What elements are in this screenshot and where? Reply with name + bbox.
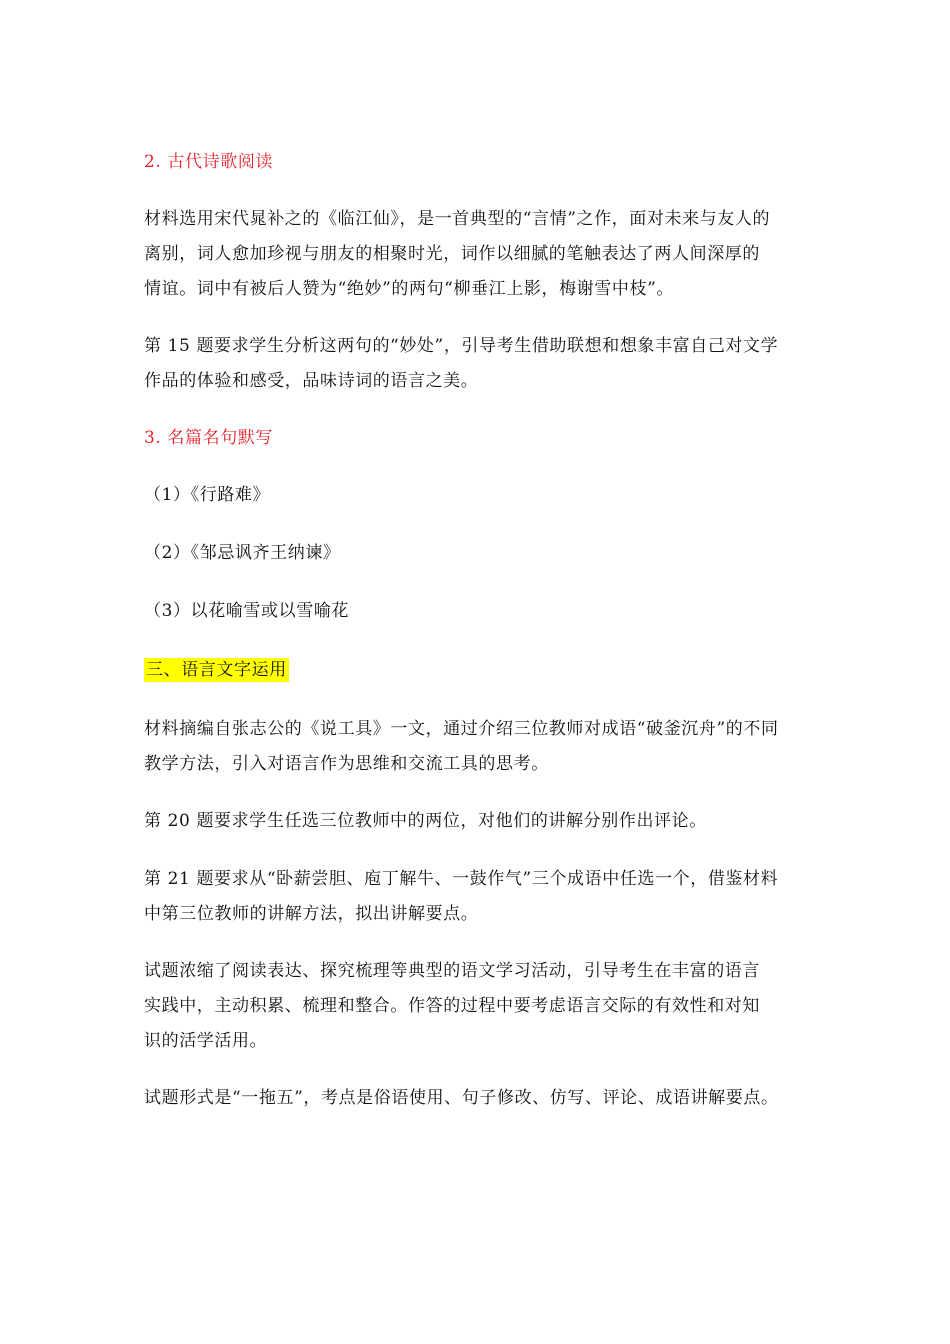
- heading-famous-lines: 3. 名篇名句默写: [144, 428, 274, 448]
- list-item: （3）以花喻雪或以雪喻花: [144, 601, 350, 621]
- paragraph-line: 中第三位教师的讲解方法，拟出讲解要点。: [144, 904, 479, 924]
- paragraph-line: 第 15 题要求学生分析这两句的“妙处”，引导考生借助联想和想象丰富自己对文学: [144, 336, 779, 356]
- list-item: （2）《邹忌讽齐王纳谏》: [144, 543, 341, 563]
- paragraph-line: 识的活学活用。: [144, 1031, 268, 1051]
- heading-language-use-wrapper: [144, 654, 814, 686]
- paragraph-line: 离别，词人愈加珍视与朋友的相聚时光，词作以细腻的笔触表达了两人间深厚的: [144, 244, 760, 264]
- heading-ancient-poetry: 2. 古代诗歌阅读: [144, 152, 274, 172]
- paragraph-line: 作品的体验和感受，品味诗词的语言之美。: [144, 371, 479, 391]
- paragraph-line: 试题浓缩了阅读表达、探究梳理等典型的语文学习活动，引导考生在丰富的语言: [144, 961, 760, 981]
- paragraph-line: 试题形式是“一拖五”，考点是俗语使用、句子修改、仿写、评论、成语讲解要点。: [144, 1088, 779, 1108]
- heading-language-use: 三、语言文字运用: [146, 660, 287, 680]
- paragraph-line: 实践中，主动积累、梳理和整合。作答的过程中要考虑语言交际的有效性和对知: [144, 996, 760, 1016]
- paragraph-line: 情谊。词中有被后人赞为“绝妙”的两句“柳垂江上影，梅谢雪中枝”。: [144, 279, 674, 299]
- paragraph-line: 材料选用宋代晁补之的《临江仙》，是一首典型的“言情”之作，面对未来与友人的: [144, 209, 771, 229]
- paragraph-line: 第 21 题要求从“卧薪尝胆、庖丁解牛、一鼓作气”三个成语中任选一个，借鉴材料: [144, 869, 779, 889]
- paragraph-line: 第 20 题要求学生任选三位教师中的两位，对他们的讲解分别作出评论。: [144, 811, 707, 831]
- list-item: （1）《行路难》: [144, 485, 271, 505]
- paragraph-line: 材料摘编自张志公的《说工具》一文，通过介绍三位教师对成语“破釜沉舟”的不同: [144, 719, 779, 739]
- paragraph-line: 教学方法，引入对语言作为思维和交流工具的思考。: [144, 754, 549, 774]
